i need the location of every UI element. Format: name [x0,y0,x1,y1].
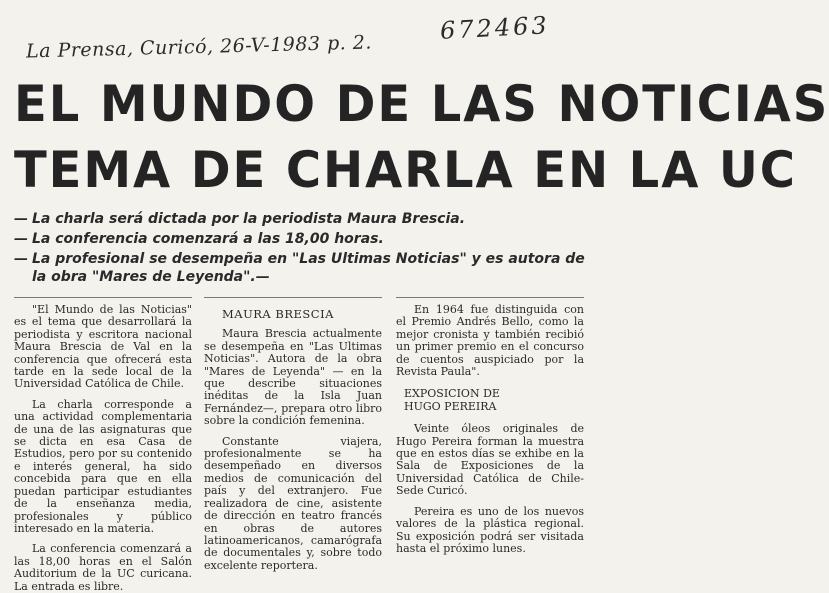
article-paragraph: En 1964 fue distinguida con el Premio Andrés Bello, como la mejor cronista y también recibió un primer premio en el concurso de cuentos auspiciado por la Revista Paula". [396,303,584,379]
dash-icon: — [14,211,28,227]
article-paragraph: Constante viajera, profesionalmente se ha desempeñado en diversos medios de comunicación del país y del extranjero. Fue realizadora de cine, asistente de dirección en teatro francés en obras de autores latinoamericanos, camarógrafa de documentales y, sobre todo excelente reportera. [204,434,382,572]
section-subhead-line: HUGO PEREIRA [404,399,497,413]
article-column-3 [396,304,584,572]
article-paragraph: La conferencia comenzará a las 18,00 horas en el Salón Auditorium de la UC curicana. La entrada es libre. [14,542,192,593]
summary-bullet-text: La conferencia comenzará a las 18,00 horas. [32,231,384,247]
article-paragraph: La charla corresponde a una actividad complementaria de una de las asignaturas que se dicta en esa Casa de Estudios, pero por su contenido e interés general, ha sido concebida para que en ella puedan participar estudiantes de la enseñanza media, profesionales y público interesado en la materia. [14,397,192,535]
column-rule [204,297,382,298]
summary-bullets [14,210,594,288]
section-subhead [404,388,584,413]
article-paragraph: Veinte óleos originales de Hugo Pereira forman la muestra que en estos días se exhibe en la Sala de Exposiciones de la Universidad Católica de Chile-Sede Curicó. [396,422,584,498]
summary-bullet-text: La charla será dictada por la periodista Maura Brescia. [32,211,466,227]
dash-icon: — [14,231,28,247]
summary-bullet [14,250,594,286]
headline-line-2: TEMA DE CHARLA EN LA UC [14,141,797,199]
handwritten-archive-number: 672463 [439,11,551,45]
section-subhead-line: EXPOSICION DE [404,387,500,401]
handwritten-source-note: La Prensa, Curicó, 26-V-1983 p. 2. [25,31,373,63]
headline-line-1: EL MUNDO DE LAS NOTICIAS [14,75,829,133]
section-subhead: MAURA BRESCIA [222,307,334,321]
dash-icon: — [14,251,28,267]
article-paragraph: Pereira es uno de los nuevos valores de la plástica regional. Su exposición podrá ser visitada hasta el próximo lunes. [396,504,584,555]
column-rule [14,297,192,298]
article-column-2 [204,304,382,572]
article-paragraph: "El Mundo de las Noticias" es el tema que desarrollará la periodista y escritora nacional Maura Brescia de Val en la conferencia que ofrecerá esta tarde en la sede local de la Universidad Católica de Chile. [14,303,192,391]
column-rule [396,297,584,298]
summary-bullet [14,210,594,228]
summary-bullet-text: La profesional se desempeña en "Las Ultimas Noticias" y es autora de la obra "Mares de Leyenda".— [32,251,585,285]
summary-bullet [14,230,594,248]
article-column-1 [14,303,192,593]
article-paragraph: Maura Brescia actualmente se desempeña en "Las Ultimas Noticias". Autora de la obra "Mares de Leyenda" — en la que describe situaciones inéditas de la Isla Juan Fernández—, prepara otro libro sobre la condición femenina. [204,327,382,428]
